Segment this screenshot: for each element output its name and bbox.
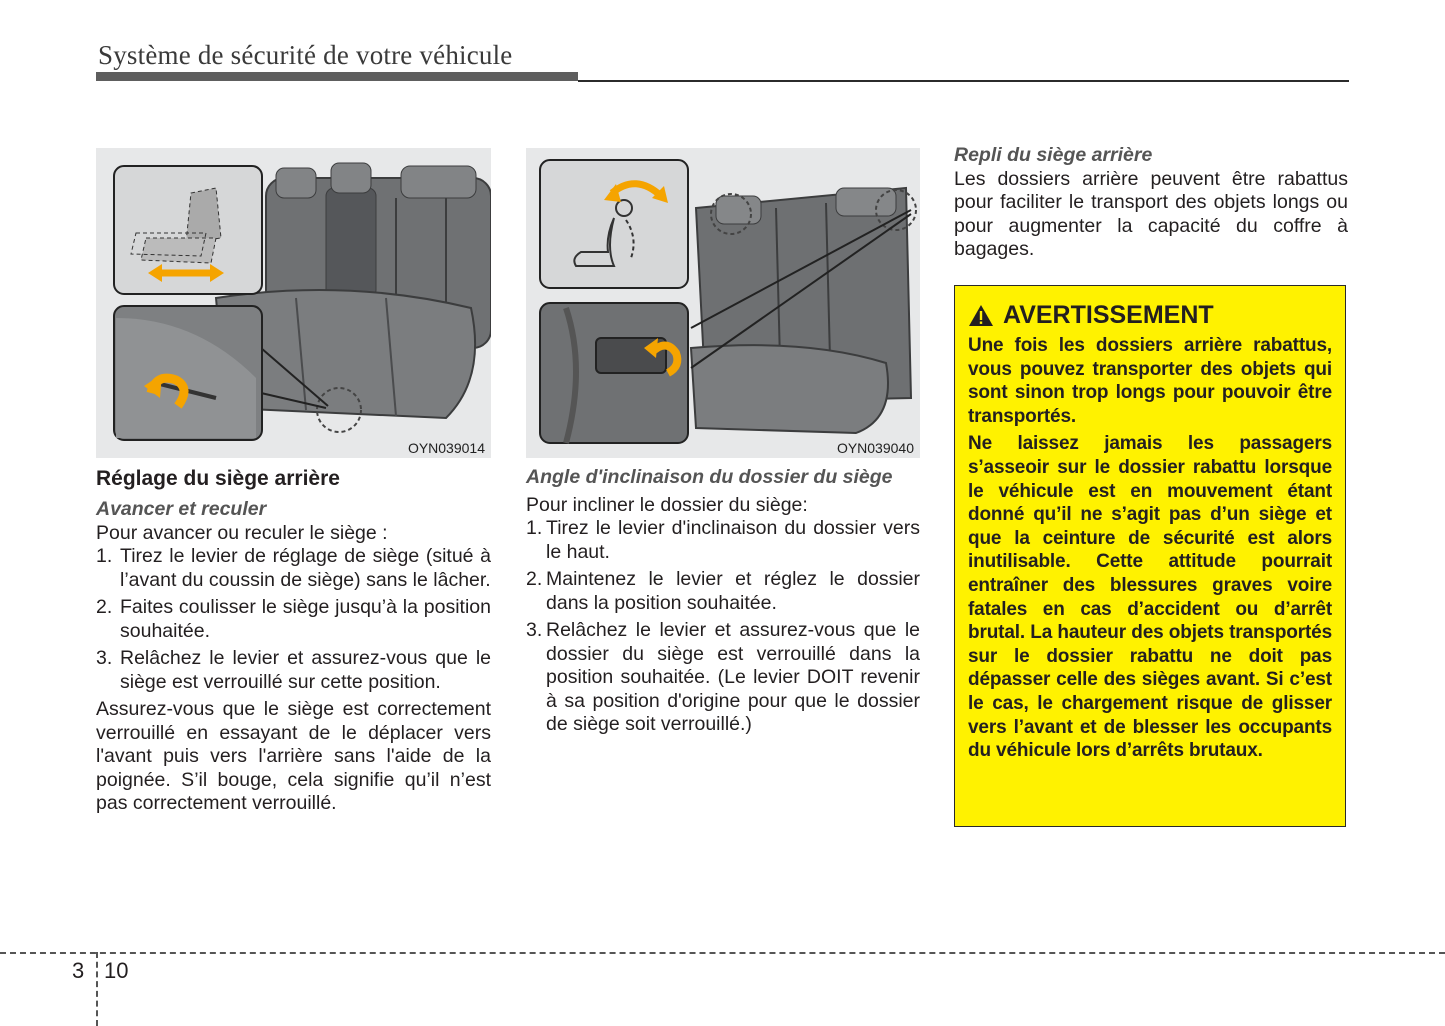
list-item: 3. Relâchez le levier et assurez-vous que le siège est verrouillé sur cette position. xyxy=(96,647,491,693)
list-item: 2. Faites coulisser le siège jusqu’à la position souhaitée. xyxy=(96,596,491,642)
column-fold xyxy=(954,144,1348,262)
figure-seatback-recline xyxy=(526,148,920,458)
footer-rule xyxy=(0,952,1445,954)
column-seat-adjustment xyxy=(96,466,491,816)
subsection-heading: Avancer et reculer xyxy=(96,498,267,520)
header-rule xyxy=(578,80,1349,82)
warning-title: AVERTISSEMENT xyxy=(968,300,1332,330)
list-item: 3. Relâchez le levier et assurez-vous que le dossier du siège est verrouillé dans la position souhaitée. (Le levier DOIT revenir à sa position d'origine pour que le dossier de siège soit verrouillé.) xyxy=(526,619,920,735)
intro-text: Pour incliner le dossier du siège: xyxy=(526,493,808,516)
figure-code: OYN039040 xyxy=(836,440,914,456)
intro-text: Pour avancer ou reculer le siège : xyxy=(96,521,388,544)
outro-text: Assurez-vous que le siège est correctement verrouillé en essayant de le déplacer vers l'avant puis vers l'arrière sans l'aide de la poignée. S’il bouge, cela signifie qu’il n’est pas correctement verrouillé. xyxy=(96,698,491,814)
section-heading: Réglage du siège arrière xyxy=(96,467,340,490)
figure-seat-slide xyxy=(96,148,491,458)
subsection-heading: Angle d'inclinaison du dossier du siège xyxy=(526,466,893,488)
warning-paragraph: Une fois les dossiers arrière rabattus, vous pouvez transporter des objets qui sont sinon trop longs pour pouvoir être transportés. xyxy=(968,335,1332,427)
footer-divider xyxy=(96,952,98,1026)
intro-text: Les dossiers arrière peuvent être rabattus pour faciliter le transport des objets longs ou pour augmenter la capacité du coffre à bagages. xyxy=(954,167,1348,260)
steps-list xyxy=(526,517,920,737)
page-header-title: Système de sécurité de votre véhicule xyxy=(98,40,513,70)
warning-box xyxy=(954,285,1346,827)
page-number: 10 xyxy=(104,958,129,983)
list-item: 1. Tirez le levier d'inclinaison du dossier vers le haut. xyxy=(526,517,920,563)
warning-triangle-icon xyxy=(968,304,994,327)
list-item: 1. Tirez le levier de réglage de siège (situé à l’avant du coussin de siège) sans le lâcher. xyxy=(96,545,491,591)
rear-seat-illustration xyxy=(96,148,491,458)
steps-list xyxy=(96,545,491,694)
subsection-heading: Repli du siège arrière xyxy=(954,144,1153,166)
chapter-number: 3 xyxy=(72,958,85,983)
figure-code: OYN039014 xyxy=(407,440,485,456)
list-item: 2. Maintenez le levier et réglez le dossier dans la position souhaitée. xyxy=(526,568,920,614)
header-bar xyxy=(96,72,578,81)
warning-paragraph: Ne laissez jamais les passagers s’asseoir sur le dossier rabattu lorsque le véhicule est en mouvement étant donné qu’il ne s’agit pas d’un siège et que la ceinture de sécurité est alors inutilisable. Cette attitude pourrait entraîner des blessures graves voire fatales en cas d’accident ou d’arrêt brutal. La hauteur des objets transportés sur le dossier rabattu ne doit pas dépasser celle des sièges avant. Si c’est le cas, le chargement risque de glisser vers l’avant et de blesser les occupants du véhicule lors d’arrêts brutaux. xyxy=(968,433,1332,762)
column-recline xyxy=(526,466,920,741)
folding-seat-illustration xyxy=(526,148,920,458)
